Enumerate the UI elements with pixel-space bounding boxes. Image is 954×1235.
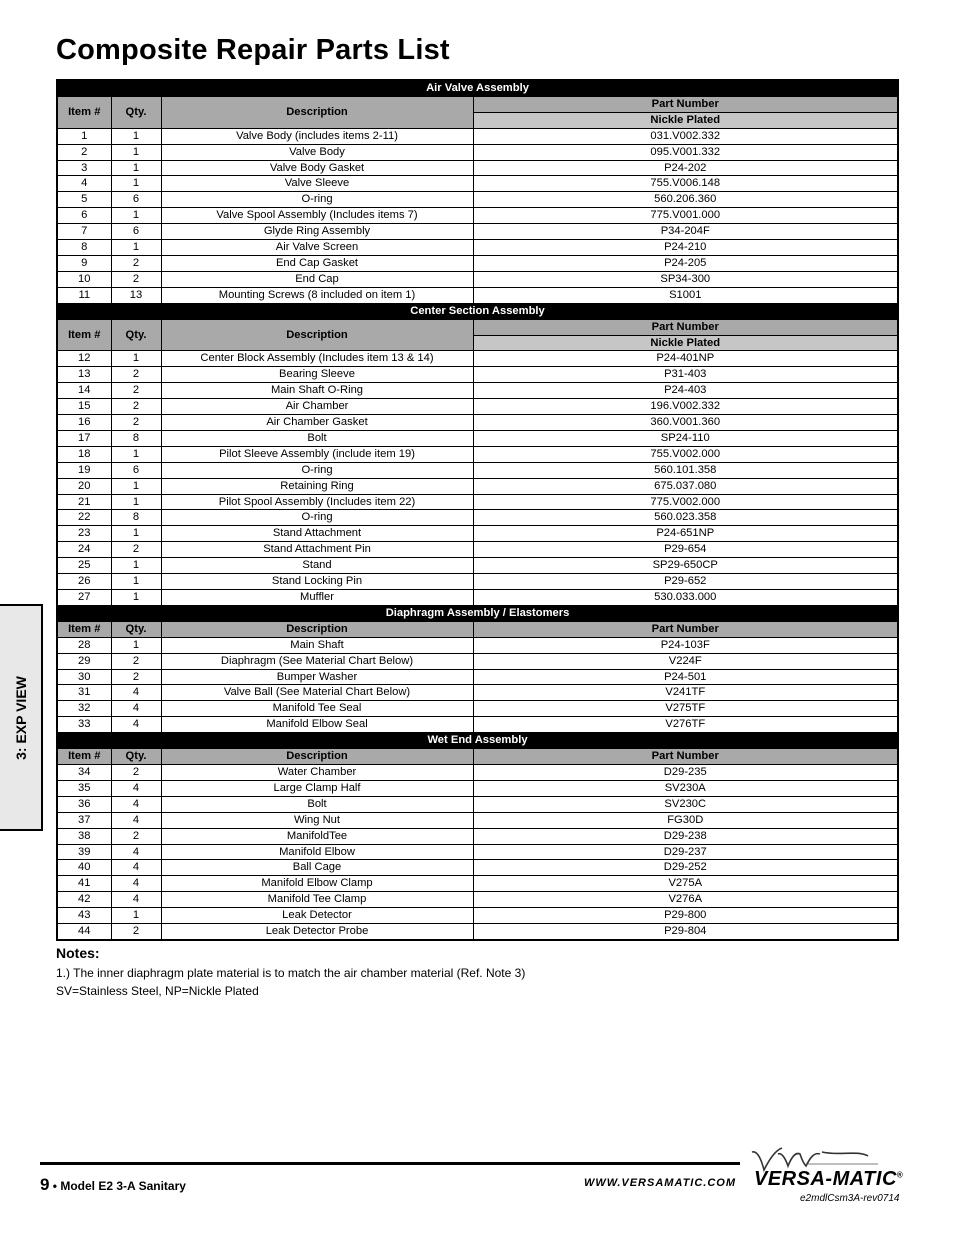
column-header-item: Item #	[57, 749, 111, 765]
part-number-cell: V275A	[473, 876, 898, 892]
page-title: Composite Repair Parts List	[56, 34, 450, 66]
quantity-cell: 1	[111, 558, 161, 574]
description-cell: End Cap	[161, 271, 473, 287]
section-header-row	[57, 80, 898, 96]
table-row	[57, 542, 898, 558]
description-cell: Pilot Sleeve Assembly (include item 19)	[161, 446, 473, 462]
description-cell: O-ring	[161, 192, 473, 208]
item-number-cell: 14	[57, 383, 111, 399]
part-number-cell: P24-403	[473, 383, 898, 399]
description-cell: Pilot Spool Assembly (Includes item 22)	[161, 494, 473, 510]
quantity-cell: 2	[111, 542, 161, 558]
column-header-qty: Qty.	[111, 621, 161, 637]
description-cell: Manifold Tee Clamp	[161, 892, 473, 908]
description-cell: Stand	[161, 558, 473, 574]
description-cell: Leak Detector Probe	[161, 924, 473, 940]
description-cell: Stand Attachment	[161, 526, 473, 542]
table-row	[57, 637, 898, 653]
description-cell: Bolt	[161, 796, 473, 812]
table-row	[57, 892, 898, 908]
part-number-cell: P29-800	[473, 908, 898, 924]
description-cell: Valve Sleeve	[161, 176, 473, 192]
part-number-cell: P24-401NP	[473, 351, 898, 367]
table-row	[57, 558, 898, 574]
part-number-cell: P29-804	[473, 924, 898, 940]
table-row	[57, 908, 898, 924]
item-number-cell: 24	[57, 542, 111, 558]
item-number-cell: 23	[57, 526, 111, 542]
column-header-description: Description	[161, 621, 473, 637]
notes-block	[56, 944, 525, 1000]
description-cell: Muffler	[161, 590, 473, 606]
table-row	[57, 383, 898, 399]
description-cell: End Cap Gasket	[161, 255, 473, 271]
parts-table	[56, 79, 899, 941]
column-header-part-number: Part Number	[473, 96, 898, 112]
column-header-part-number: Part Number	[473, 621, 898, 637]
table-row	[57, 717, 898, 733]
quantity-cell: 1	[111, 176, 161, 192]
part-number-cell: 560.023.358	[473, 510, 898, 526]
part-number-cell: S1001	[473, 287, 898, 303]
section-header-row	[57, 733, 898, 749]
part-number-cell: 775.V002.000	[473, 494, 898, 510]
quantity-cell: 6	[111, 192, 161, 208]
item-number-cell: 41	[57, 876, 111, 892]
description-cell: Ball Cage	[161, 860, 473, 876]
description-cell: Diaphragm (See Material Chart Below)	[161, 653, 473, 669]
table-row	[57, 478, 898, 494]
side-tab-label: 3: EXP VIEW	[12, 675, 29, 760]
part-number-cell: FG30D	[473, 812, 898, 828]
column-header-qty: Qty.	[111, 319, 161, 351]
part-number-cell: SP29-650CP	[473, 558, 898, 574]
table-row	[57, 653, 898, 669]
section-title: Air Valve Assembly	[57, 80, 898, 96]
part-number-cell: 675.037.080	[473, 478, 898, 494]
quantity-cell: 2	[111, 399, 161, 415]
part-number-cell: V275TF	[473, 701, 898, 717]
table-row	[57, 430, 898, 446]
part-number-cell: D29-235	[473, 764, 898, 780]
description-cell: Mounting Screws (8 included on item 1)	[161, 287, 473, 303]
table-row	[57, 780, 898, 796]
document-reference: e2mdlCsm3A-rev0714	[800, 1193, 900, 1204]
description-cell: Bumper Washer	[161, 669, 473, 685]
description-cell: Large Clamp Half	[161, 780, 473, 796]
description-cell: Air Chamber Gasket	[161, 415, 473, 431]
part-number-cell: D29-252	[473, 860, 898, 876]
quantity-cell: 8	[111, 430, 161, 446]
quantity-cell: 1	[111, 637, 161, 653]
quantity-cell: 8	[111, 510, 161, 526]
table-row	[57, 462, 898, 478]
quantity-cell: 2	[111, 828, 161, 844]
quantity-cell: 1	[111, 478, 161, 494]
part-number-cell: 095.V001.332	[473, 144, 898, 160]
section-header-row	[57, 303, 898, 319]
quantity-cell: 1	[111, 494, 161, 510]
item-number-cell: 32	[57, 701, 111, 717]
table-row	[57, 367, 898, 383]
part-number-cell: SV230C	[473, 796, 898, 812]
part-number-cell: V241TF	[473, 685, 898, 701]
quantity-cell: 2	[111, 653, 161, 669]
item-number-cell: 29	[57, 653, 111, 669]
quantity-cell: 1	[111, 144, 161, 160]
column-header-item: Item #	[57, 319, 111, 351]
item-number-cell: 16	[57, 415, 111, 431]
part-number-cell: P34-204F	[473, 224, 898, 240]
table-row	[57, 144, 898, 160]
quantity-cell: 4	[111, 892, 161, 908]
description-cell: O-ring	[161, 462, 473, 478]
table-row	[57, 844, 898, 860]
table-row	[57, 208, 898, 224]
quantity-cell: 4	[111, 860, 161, 876]
section-title: Center Section Assembly	[57, 303, 898, 319]
quantity-cell: 1	[111, 526, 161, 542]
item-number-cell: 39	[57, 844, 111, 860]
part-number-cell: P24-501	[473, 669, 898, 685]
description-cell: Glyde Ring Assembly	[161, 224, 473, 240]
description-cell: Water Chamber	[161, 764, 473, 780]
section-title: Diaphragm Assembly / Elastomers	[57, 605, 898, 621]
part-number-cell: V276TF	[473, 717, 898, 733]
quantity-cell: 2	[111, 415, 161, 431]
part-number-cell: P29-654	[473, 542, 898, 558]
item-number-cell: 25	[57, 558, 111, 574]
quantity-cell: 4	[111, 685, 161, 701]
part-number-cell: 031.V002.332	[473, 128, 898, 144]
column-header-row	[57, 319, 898, 335]
section-title: Wet End Assembly	[57, 733, 898, 749]
description-cell: Main Shaft	[161, 637, 473, 653]
part-number-cell: P31-403	[473, 367, 898, 383]
description-cell: Stand Locking Pin	[161, 574, 473, 590]
table-row	[57, 796, 898, 812]
quantity-cell: 2	[111, 764, 161, 780]
item-number-cell: 5	[57, 192, 111, 208]
part-number-cell: P24-205	[473, 255, 898, 271]
column-header-row	[57, 749, 898, 765]
part-number-cell: D29-237	[473, 844, 898, 860]
table-row	[57, 128, 898, 144]
part-number-cell: 530.033.000	[473, 590, 898, 606]
item-number-cell: 43	[57, 908, 111, 924]
column-header-description: Description	[161, 96, 473, 128]
model-name: • Model E2 3-A Sanitary	[49, 1179, 186, 1193]
description-cell: Retaining Ring	[161, 478, 473, 494]
part-number-cell: 560.101.358	[473, 462, 898, 478]
quantity-cell: 4	[111, 780, 161, 796]
footer-page-info	[40, 1175, 186, 1195]
quantity-cell: 4	[111, 812, 161, 828]
quantity-cell: 1	[111, 128, 161, 144]
item-number-cell: 34	[57, 764, 111, 780]
quantity-cell: 4	[111, 701, 161, 717]
table-row	[57, 351, 898, 367]
table-row	[57, 860, 898, 876]
column-header-qty: Qty.	[111, 749, 161, 765]
item-number-cell: 44	[57, 924, 111, 940]
item-number-cell: 13	[57, 367, 111, 383]
column-header-part-number: Part Number	[473, 319, 898, 335]
description-cell: Bearing Sleeve	[161, 367, 473, 383]
column-header-description: Description	[161, 749, 473, 765]
table-row	[57, 271, 898, 287]
column-header-row	[57, 96, 898, 112]
description-cell: Valve Spool Assembly (Includes items 7)	[161, 208, 473, 224]
description-cell: Manifold Elbow Clamp	[161, 876, 473, 892]
quantity-cell: 1	[111, 160, 161, 176]
quantity-cell: 1	[111, 908, 161, 924]
table-row	[57, 287, 898, 303]
item-number-cell: 17	[57, 430, 111, 446]
part-number-cell: 755.V006.148	[473, 176, 898, 192]
part-number-cell: SP34-300	[473, 271, 898, 287]
table-row	[57, 876, 898, 892]
part-number-cell: 775.V001.000	[473, 208, 898, 224]
description-cell: Stand Attachment Pin	[161, 542, 473, 558]
part-number-cell: P24-651NP	[473, 526, 898, 542]
part-number-cell: SV230A	[473, 780, 898, 796]
table-row	[57, 192, 898, 208]
table-row	[57, 510, 898, 526]
description-cell: Manifold Elbow	[161, 844, 473, 860]
quantity-cell: 4	[111, 717, 161, 733]
description-cell: Valve Body (includes items 2-11)	[161, 128, 473, 144]
table-row	[57, 812, 898, 828]
brand-logo-text: VERSA-MATIC®	[754, 1168, 904, 1190]
quantity-cell: 2	[111, 255, 161, 271]
table-row	[57, 399, 898, 415]
table-row	[57, 669, 898, 685]
item-number-cell: 30	[57, 669, 111, 685]
quantity-cell: 1	[111, 574, 161, 590]
table-row	[57, 685, 898, 701]
parts-table-body	[57, 80, 898, 940]
description-cell: Wing Nut	[161, 812, 473, 828]
column-subheader-nickle-plated: Nickle Plated	[473, 112, 898, 128]
part-number-cell: 360.V001.360	[473, 415, 898, 431]
part-number-cell: P29-652	[473, 574, 898, 590]
description-cell: Manifold Tee Seal	[161, 701, 473, 717]
part-number-cell: 196.V002.332	[473, 399, 898, 415]
table-row	[57, 701, 898, 717]
note-line: 1.) The inner diaphragm plate material is to match the air chamber material (Ref. Note 3)	[56, 966, 526, 980]
description-cell: Air Valve Screen	[161, 240, 473, 256]
item-number-cell: 22	[57, 510, 111, 526]
table-row	[57, 494, 898, 510]
table-row	[57, 446, 898, 462]
column-subheader-nickle-plated: Nickle Plated	[473, 335, 898, 351]
item-number-cell: 37	[57, 812, 111, 828]
quantity-cell: 6	[111, 462, 161, 478]
footer-divider	[40, 1162, 740, 1165]
item-number-cell: 11	[57, 287, 111, 303]
item-number-cell: 7	[57, 224, 111, 240]
item-number-cell: 15	[57, 399, 111, 415]
quantity-cell: 2	[111, 367, 161, 383]
quantity-cell: 2	[111, 669, 161, 685]
table-row	[57, 924, 898, 940]
section-side-tab	[0, 604, 43, 831]
item-number-cell: 4	[57, 176, 111, 192]
column-header-row	[57, 621, 898, 637]
table-row	[57, 764, 898, 780]
item-number-cell: 3	[57, 160, 111, 176]
column-header-part-number: Part Number	[473, 749, 898, 765]
description-cell: Manifold Elbow Seal	[161, 717, 473, 733]
quantity-cell: 2	[111, 383, 161, 399]
table-row	[57, 526, 898, 542]
column-header-description: Description	[161, 319, 473, 351]
table-row	[57, 224, 898, 240]
description-cell: Valve Body	[161, 144, 473, 160]
table-row	[57, 255, 898, 271]
item-number-cell: 40	[57, 860, 111, 876]
description-cell: Air Chamber	[161, 399, 473, 415]
quantity-cell: 13	[111, 287, 161, 303]
table-row	[57, 240, 898, 256]
item-number-cell: 38	[57, 828, 111, 844]
table-row	[57, 828, 898, 844]
item-number-cell: 28	[57, 637, 111, 653]
description-cell: Valve Ball (See Material Chart Below)	[161, 685, 473, 701]
part-number-cell: V276A	[473, 892, 898, 908]
item-number-cell: 42	[57, 892, 111, 908]
section-header-row	[57, 605, 898, 621]
quantity-cell: 2	[111, 271, 161, 287]
quantity-cell: 4	[111, 796, 161, 812]
part-number-cell: D29-238	[473, 828, 898, 844]
item-number-cell: 20	[57, 478, 111, 494]
description-cell: Center Block Assembly (Includes item 13 & 14)	[161, 351, 473, 367]
description-cell: Bolt	[161, 430, 473, 446]
column-header-qty: Qty.	[111, 96, 161, 128]
column-header-item: Item #	[57, 96, 111, 128]
quantity-cell: 1	[111, 208, 161, 224]
part-number-cell: P24-202	[473, 160, 898, 176]
item-number-cell: 18	[57, 446, 111, 462]
table-row	[57, 160, 898, 176]
item-number-cell: 6	[57, 208, 111, 224]
quantity-cell: 1	[111, 590, 161, 606]
quantity-cell: 4	[111, 876, 161, 892]
quantity-cell: 1	[111, 240, 161, 256]
part-number-cell: SP24-110	[473, 430, 898, 446]
quantity-cell: 1	[111, 351, 161, 367]
item-number-cell: 2	[57, 144, 111, 160]
quantity-cell: 2	[111, 924, 161, 940]
website-link[interactable]: WWW.VERSAMATIC.COM	[584, 1177, 737, 1189]
quantity-cell: 6	[111, 224, 161, 240]
page-number: 9	[40, 1175, 50, 1194]
table-row	[57, 574, 898, 590]
quantity-cell: 1	[111, 446, 161, 462]
quantity-cell: 4	[111, 844, 161, 860]
notes-title: Notes:	[56, 945, 100, 961]
part-number-cell: V224F	[473, 653, 898, 669]
item-number-cell: 19	[57, 462, 111, 478]
item-number-cell: 31	[57, 685, 111, 701]
table-row	[57, 415, 898, 431]
description-cell: Leak Detector	[161, 908, 473, 924]
description-cell: ManifoldTee	[161, 828, 473, 844]
item-number-cell: 10	[57, 271, 111, 287]
part-number-cell: P24-103F	[473, 637, 898, 653]
item-number-cell: 33	[57, 717, 111, 733]
description-cell: Valve Body Gasket	[161, 160, 473, 176]
item-number-cell: 27	[57, 590, 111, 606]
table-row	[57, 590, 898, 606]
item-number-cell: 12	[57, 351, 111, 367]
part-number-cell: 755.V002.000	[473, 446, 898, 462]
item-number-cell: 1	[57, 128, 111, 144]
part-number-cell: P24-210	[473, 240, 898, 256]
description-cell: O-ring	[161, 510, 473, 526]
part-number-cell: 560.206.360	[473, 192, 898, 208]
item-number-cell: 9	[57, 255, 111, 271]
description-cell: Main Shaft O-Ring	[161, 383, 473, 399]
item-number-cell: 35	[57, 780, 111, 796]
item-number-cell: 26	[57, 574, 111, 590]
item-number-cell: 36	[57, 796, 111, 812]
table-row	[57, 176, 898, 192]
item-number-cell: 21	[57, 494, 111, 510]
note-line: SV=Stainless Steel, NP=Nickle Plated	[56, 984, 259, 998]
column-header-item: Item #	[57, 621, 111, 637]
item-number-cell: 8	[57, 240, 111, 256]
